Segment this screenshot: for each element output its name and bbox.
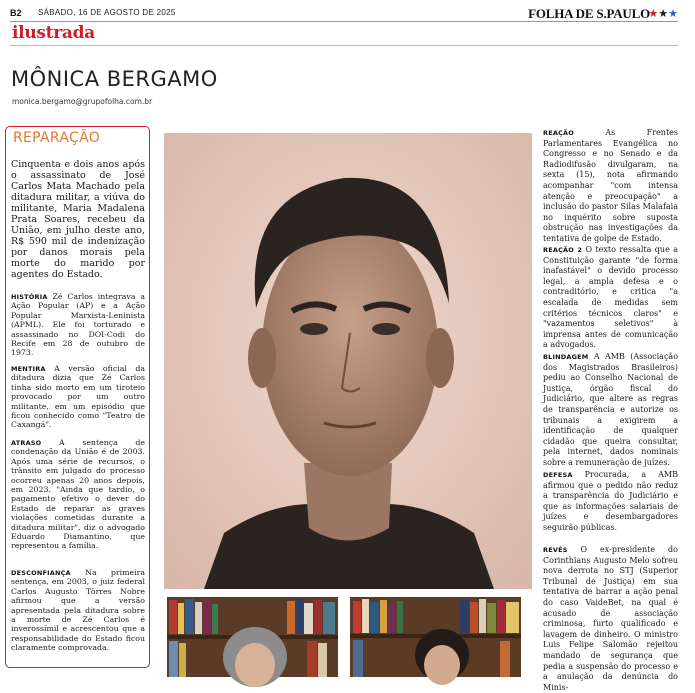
page-number: B2 <box>10 8 22 18</box>
note-keyword: REAÇÃO 2 <box>543 246 583 254</box>
note-atraso <box>11 438 145 551</box>
reparacao-box <box>5 126 150 668</box>
note-keyword: DESCONFIANÇA <box>11 569 71 577</box>
note-keyword: REVÉS <box>543 546 568 554</box>
note-desconfianca <box>11 568 145 653</box>
portrait-photo <box>164 133 532 589</box>
note-reacao-2 <box>543 245 678 351</box>
note-text: O ex-presidente do Corinthians Augusto Melo sofreu nova derrota no STJ (Superior Tribunal de Justiça) em sua tentativa de barrar a ação penal do caso VaideBet, na qual é acusado de associação criminosa, furto qualificado e lavagem de dinheiro. O ministro Luis Felipe Salomão rejeitou mandado de segurança que pedia a suspensão do processo e a anulação da denúncia do Minis- <box>543 545 678 692</box>
note-keyword: DEFESA <box>543 471 573 479</box>
note-reves <box>543 545 678 692</box>
page-header <box>10 6 678 22</box>
note-keyword: BLINDAGEM <box>543 353 589 361</box>
columnist-name: MÔNICA BERGAMO <box>11 67 218 91</box>
header-rule <box>10 21 678 22</box>
edition-date: SÁBADO, 16 DE AGOSTO DE 2025 <box>38 8 176 17</box>
note-defesa <box>543 470 678 534</box>
note-keyword: HISTÓRIA <box>11 293 48 301</box>
masthead-stars: ★★★ <box>648 7 678 20</box>
note-text: O texto ressalta que a Constituição garante "de forma inafastável" o devido processo legal, a ampla defesa e o contraditório, e critica "a escalada de medidas sem critérios técnicos claros" e "vazamentos seletivos" à imprensa antes de comunicação a advogados. <box>543 245 678 350</box>
person-bookshelf-photo <box>350 597 521 677</box>
note-keyword: REAÇÃO <box>543 129 575 137</box>
photo-image-left <box>167 597 338 677</box>
photo-image-right <box>350 597 521 677</box>
note-historia <box>11 292 145 358</box>
note-text: Zé Carlos integrava a Ação Popular (AP) e a Ação Popular Marxista-Leninista (APML). Ele foi torturado e assassinado no DOI-Codi do Recife em 28 de outubro de 1973. <box>11 292 145 358</box>
note-keyword: MENTIRA <box>11 365 46 373</box>
newspaper-masthead: FOLHA DE S.PAULO <box>528 6 650 21</box>
note-text: As Frentes Parlamentares Evangélica no Congresso e no Senado e da Radiodifusão divulgaram, na sexta (15), nota afirmando acompanhar "com intensa atenção e preocupação" a inclusão do pastor Silas Malafaia no inquérito sobre suposta obstrução nas investigações da tentativa de golpe de Estado. <box>543 128 678 243</box>
box-title: REPARAÇÃO <box>13 130 101 146</box>
section-rule <box>10 45 678 46</box>
columnist-email: monica.bergamo@grupofolha.com.br <box>12 97 153 106</box>
note-text: A versão oficial da ditadura dizia que Zé Carlos tinha sido morto em um tiroteio provocado por um outro militante, em um episódio que ficou conhecido como "Teatro de Caxangá". <box>11 364 145 430</box>
section-name: ilustrada <box>12 23 95 43</box>
note-text: A AMB (Associação dos Magistrados Brasileiros) pediu ao Conselho Nacional de Justiça, órgão fiscal do Judiciário, que altere as regras de transparência e autorize os tribunais a exigirem a identificação de qualquer cidadão que queira consultar, pela internet, dados nominais sobre a remuneração de juízes. <box>543 352 679 467</box>
note-text: Procurada, a AMB afirmou que o pedido não reduz a transparência do Judiciário e que as informações salariais de juízes e desembargadores seguirão públicas. <box>543 470 679 532</box>
note-mentira <box>11 364 145 430</box>
note-text: A sentença de condenação da União é de 2003. Após uma série de recursos, o trânsito em julgado do processo ocorreu apenas 20 anos depois, em 2023. "Ainda que tardio, o pagamento efetivo o dever do Estado de reparar as graves violações cometidas durante a ditadura militar", diz o advogado Eduardo Diamantino, que representou a família. <box>11 438 145 551</box>
note-keyword: ATRASO <box>11 439 42 447</box>
portrait-image <box>164 133 532 589</box>
woman-bookshelf-photo <box>167 597 338 677</box>
note-reacao <box>543 128 678 245</box>
note-blindagem <box>543 352 678 469</box>
box-lead: Cinquenta e dois anos após o assassinato de José Carlos Mata Machado pela ditadura militar, a viúva do militante, Maria Madalena Prata Soares, recebeu da União, em julho deste ano, R$ 590 mil de indenização por danos morais pela morte do marido por agentes do Estado. <box>11 159 145 280</box>
note-text: Na primeira sentença, em 2003, o juiz federal Carlos Augusto Tôrres Nobre afirmou que a versão apresentada pela ditadura sobre a morte de Zé Carlos é inverossímil e acrescentou que a responsabilidade do Estado ficou claramente comprovada. <box>11 568 145 653</box>
